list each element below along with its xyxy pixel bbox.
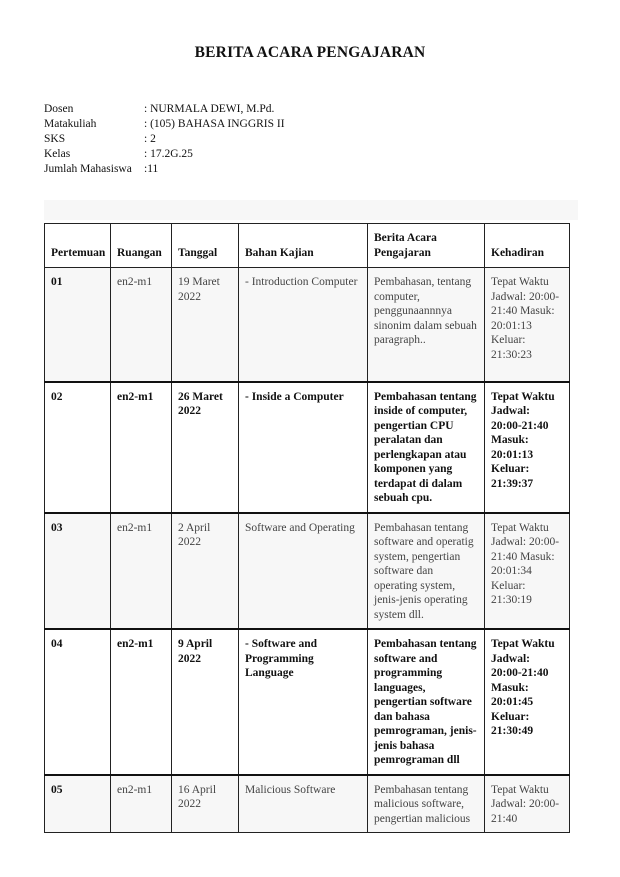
header-pertemuan: Pertemuan (45, 224, 111, 268)
info-row-dosen (44, 102, 285, 117)
info-label: Dosen (44, 103, 74, 115)
cell-berita-acara: Pembahasan tentang software and programming languages, pengertian software dan bahasa pemrograman, jenis-jenis bahasa pemrograman dll (368, 629, 485, 775)
info-row-sks (44, 132, 285, 147)
info-label: SKS (44, 133, 66, 145)
cell-bahan-kajian: - Software and Programming Language (239, 629, 368, 775)
cell-kehadiran: Tepat Waktu Jadwal: 20:00-21:40 Masuk: 20:01:45 Keluar: 21:30:49 (485, 629, 570, 775)
info-value: : 2 (144, 133, 156, 145)
cell-bahan-kajian: - Introduction Computer (239, 268, 368, 382)
cell-ruangan: en2-m1 (111, 382, 172, 513)
cell-kehadiran: Tepat Waktu Jadwal: 20:00-21:40 Masuk: 20:01:13 Keluar: 21:39:37 (485, 382, 570, 513)
cell-ruangan: en2-m1 (111, 513, 172, 630)
cell-berita-acara: Pembahasan tentang software and operatig system, pengertian software dan operating system, jenis-jenis operating system dll. (368, 513, 485, 630)
cell-bahan-kajian: Malicious Software (239, 775, 368, 833)
info-value: : NURMALA DEWI, M.Pd. (144, 103, 275, 115)
info-value: : 17.2G.25 (144, 148, 193, 160)
table-row (45, 268, 570, 382)
table-row (45, 513, 570, 630)
teaching-record-table (44, 223, 570, 833)
table-row (45, 629, 570, 775)
cell-berita-acara: Pembahasan, tentang computer, penggunaannnya sinonim dalam sebuah paragraph.. (368, 268, 485, 382)
info-row-kelas (44, 147, 285, 162)
cell-bahan-kajian: - Inside a Computer (239, 382, 368, 513)
cell-pertemuan: 03 (45, 513, 111, 630)
info-value: : (105) BAHASA INGGRIS II (144, 118, 285, 130)
header-berita-acara: Berita Acara Pengajaran (368, 224, 485, 268)
cell-kehadiran: Tepat Waktu Jadwal: 20:00-21:40 (485, 775, 570, 833)
cell-bahan-kajian: Software and Operating (239, 513, 368, 630)
cell-berita-acara: Pembahasan tentang inside of computer, pengertian CPU peralatan dan perlengkapan atau komponen yang terdapat di dalam sebuah cpu. (368, 382, 485, 513)
table-top-band (44, 200, 578, 220)
cell-tanggal: 19 Maret 2022 (172, 268, 239, 382)
info-label: Jumlah Mahasiswa (44, 163, 132, 175)
cell-kehadiran: Tepat Waktu Jadwal: 20:00-21:40 Masuk: 20:01:34 Keluar: 21:30:19 (485, 513, 570, 630)
cell-kehadiran: Tepat Waktu Jadwal: 20:00-21:40 Masuk: 20:01:13 Keluar: 21:30:23 (485, 268, 570, 382)
info-label: Matakuliah (44, 118, 97, 130)
header-tanggal: Tanggal (172, 224, 239, 268)
cell-pertemuan: 02 (45, 382, 111, 513)
info-value: :11 (144, 163, 159, 175)
cell-tanggal: 2 April 2022 (172, 513, 239, 630)
table-row (45, 775, 570, 833)
header-kehadiran: Kehadiran (485, 224, 570, 268)
table-header-row (45, 224, 570, 268)
cell-pertemuan: 04 (45, 629, 111, 775)
info-row-matakuliah (44, 117, 285, 132)
info-label: Kelas (44, 148, 71, 160)
info-row-jumlah-mahasiswa (44, 162, 285, 177)
cell-tanggal: 26 Maret 2022 (172, 382, 239, 513)
cell-ruangan: en2-m1 (111, 629, 172, 775)
header-bahan-kajian: Bahan Kajian (239, 224, 368, 268)
cell-pertemuan: 01 (45, 268, 111, 382)
cell-tanggal: 16 April 2022 (172, 775, 239, 833)
cell-tanggal: 9 April 2022 (172, 629, 239, 775)
cell-ruangan: en2-m1 (111, 775, 172, 833)
header-ruangan: Ruangan (111, 224, 172, 268)
page-title: BERITA ACARA PENGAJARAN (194, 44, 426, 61)
table-row (45, 382, 570, 513)
cell-pertemuan: 05 (45, 775, 111, 833)
cell-berita-acara: Pembahasan tentang malicious software, pengertian malicious (368, 775, 485, 833)
course-info (44, 102, 285, 177)
cell-ruangan: en2-m1 (111, 268, 172, 382)
